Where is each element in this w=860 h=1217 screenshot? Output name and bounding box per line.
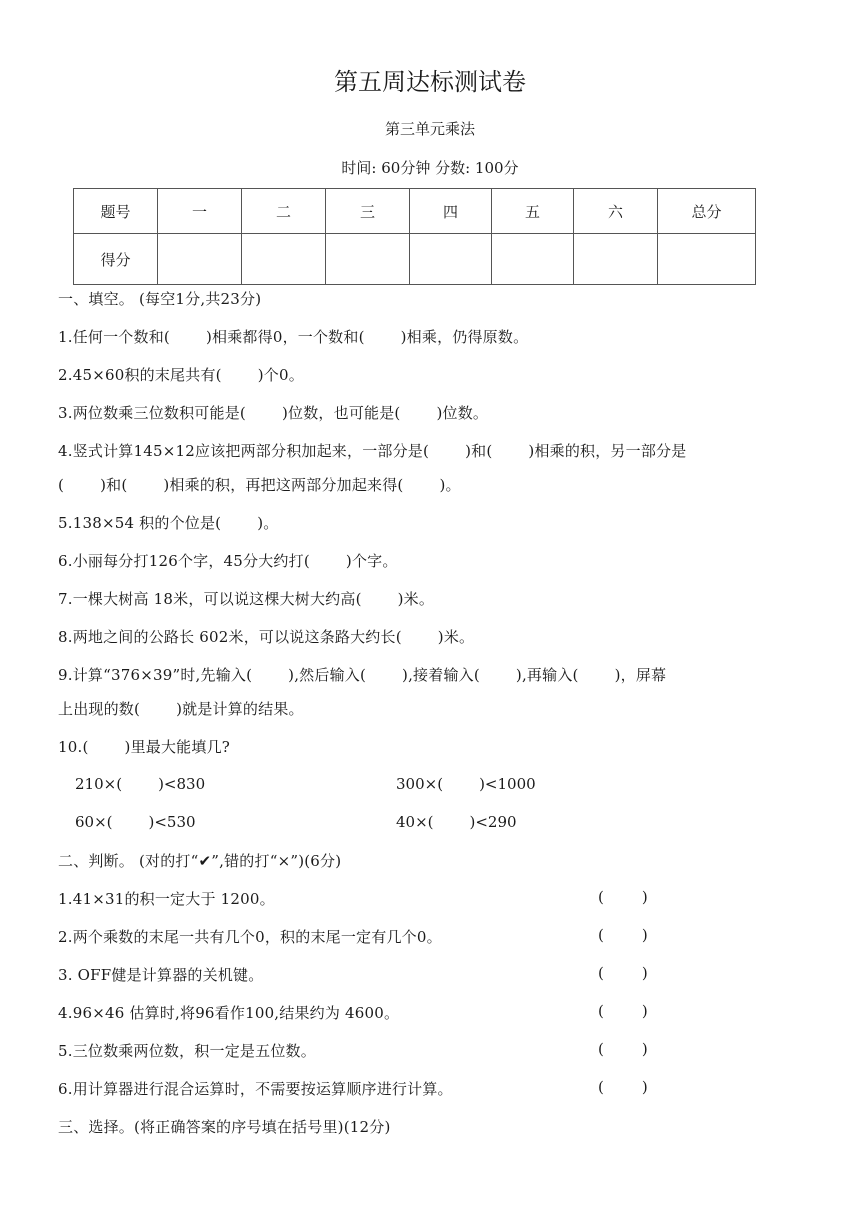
judge-answer-4[interactable]: ( ) (598, 1002, 648, 1020)
cell-header-6: 六 (574, 189, 658, 234)
cell-score-total[interactable] (658, 234, 756, 285)
cell-header-5: 五 (492, 189, 574, 234)
score-table-score-row (74, 234, 756, 285)
cell-header-4: 四 (410, 189, 492, 234)
question-8: 8.两地之间的公路长 602米，可以说这条路大约长( )米。 (58, 628, 475, 646)
page-subtitle: 第三单元乘法 (384, 120, 475, 138)
cell-header-3: 三 (326, 189, 410, 234)
question-6: 6.小丽每分打126个字，45分大约打( )个字。 (58, 552, 398, 570)
cell-header-total: 总分 (658, 189, 756, 234)
cell-score-1[interactable] (158, 234, 242, 285)
judge-answer-3[interactable]: ( ) (598, 964, 648, 982)
judge-answer-2[interactable]: ( ) (598, 926, 648, 944)
cell-header-1: 一 (158, 189, 242, 234)
question-3: 3.两位数乘三位数积可能是( )位数，也可能是( )位数。 (58, 404, 489, 422)
question-4-line1: 4.竖式计算145×12应该把两部分积加起来，一部分是( )和( )相乘的积，另一部分是 (58, 442, 687, 460)
score-table (73, 188, 756, 285)
judge-item-6: 6.用计算器进行混合运算时，不需要按运算顺序进行计算。 (58, 1080, 453, 1098)
section3-heading: 三、选择。(将正确答案的序号填在括号里)(12分) (58, 1118, 391, 1136)
question-7: 7.一棵大树高 18米，可以说这棵大树大约高( )米。 (58, 590, 435, 608)
cell-score-6[interactable] (574, 234, 658, 285)
question-10: 10.( )里最大能填几? (58, 738, 231, 756)
cell-header-2: 二 (242, 189, 326, 234)
judge-item-3: 3. OFF健是计算器的关机键。 (58, 966, 264, 984)
question-9-line1: 9.计算“376×39”时,先输入( ),然后输入( ),接着输入( ),再输入( )，屏幕 (58, 666, 667, 684)
page-title: 第五周达标测试卷 (334, 68, 526, 96)
section2-heading: 二、判断。 (对的打“✔”,错的打“×”)(6分) (58, 852, 342, 870)
judge-item-2: 2.两个乘数的末尾一共有几个0，积的末尾一定有几个0。 (58, 928, 442, 946)
score-table-header-row (74, 189, 756, 234)
question-10-item-4: 40×( )<290 (396, 813, 517, 831)
question-9-line2: 上出现的数( )就是计算的结果。 (58, 700, 304, 718)
judge-answer-6[interactable]: ( ) (598, 1078, 648, 1096)
question-1: 1.任何一个数和( )相乘都得0，一个数和( )相乘，仍得原数。 (58, 328, 529, 346)
judge-item-4: 4.96×46 估算时,将96看作100,结果约为 4600。 (58, 1004, 400, 1022)
judge-answer-5[interactable]: ( ) (598, 1040, 648, 1058)
cell-score-5[interactable] (492, 234, 574, 285)
cell-score-3[interactable] (326, 234, 410, 285)
question-5: 5.138×54 积的个位是( )。 (58, 514, 279, 532)
cell-score-2[interactable] (242, 234, 326, 285)
question-4-line2: ( )和( )相乘的积，再把这两部分加起来得( )。 (58, 476, 461, 494)
cell-header-label: 题号 (74, 189, 158, 234)
question-10-item-2: 300×( )<1000 (396, 775, 536, 793)
question-10-item-1: 210×( )<830 (75, 775, 206, 793)
judge-answer-1[interactable]: ( ) (598, 888, 648, 906)
judge-item-1: 1.41×31的积一定大于 1200。 (58, 890, 275, 908)
cell-score-label: 得分 (74, 234, 158, 285)
time-score-line: 时间: 60分钟 分数: 100分 (341, 159, 519, 177)
cell-score-4[interactable] (410, 234, 492, 285)
question-10-item-3: 60×( )<530 (75, 813, 196, 831)
section1-heading: 一、填空。 (每空1分,共23分) (58, 290, 262, 308)
question-2: 2.45×60积的末尾共有( )个0。 (58, 366, 304, 384)
judge-item-5: 5.三位数乘两位数，积一定是五位数。 (58, 1042, 316, 1060)
